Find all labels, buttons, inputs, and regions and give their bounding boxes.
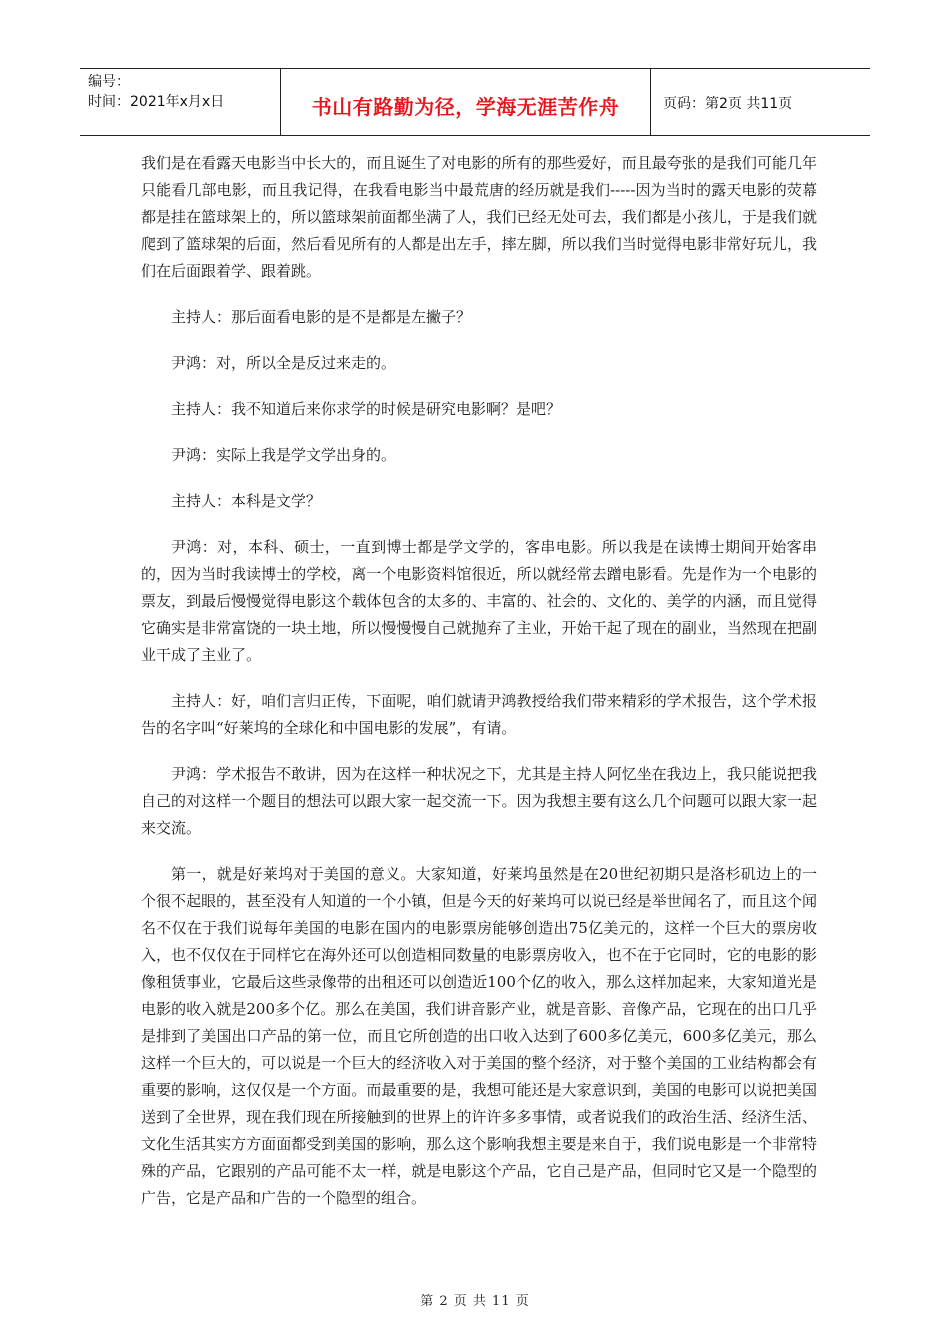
paragraph: 尹鸿：对，本科、硕士，一直到博士都是学文学的，客串电影。所以我是在读博士期间开始客串的，因为当时我读博士的学校，离一个电影资料馆很近，所以就经常去蹭电影看。先是作为一个电影的票友，到最后慢慢觉得电影这个载体包含的太多的、丰富的、社会的、文化的、美学的内涵，而且觉得它确实是非常富饶的一块土地，所以慢慢慢自己就抛弃了主业，开始干起了现在的副业，当然现在把副业干成了主业了。 [141, 538, 817, 664]
paragraph: 第一，就是好莱坞对于美国的意义。大家知道，好莱坞虽然是在20世纪初期只是洛杉矶边上的一个很不起眼的，甚至没有人知道的一个小镇，但是今天的好莱坞可以说已经是举世闻名了，而且这个闻名不仅在于我们说每年美国的电影在国内的电影票房能够创造出75亿美元的，这样一个巨大的票房收入，也不仅仅在于同样它在海外还可以创造相同数量的电影票房收入，也不在于它同时，它的电影的影像租赁事业，它最后这些录像带的出租还可以创造近100个亿的收入，那么这样加起来，大家知道光是电影的收入就是200多个亿。那么在美国，我们讲音影产业，就是音影、音像产品，它现在的出口几乎是排到了美国出口产品的第一位，而且它所创造的出口收入达到了600多亿美元，600多亿美元，那么这样一个巨大的，可以说是一个巨大的经济收入对于美国的整个经济，对于整个美国的工业结构都会有重要的影响，这仅仅是一个方面。而最重要的是，我想可能还是大家意识到，美国的电影可以说把美国送到了全世界，现在我们现在所接触到的世界上的许许多多事情，或者说我们的政治生活、经济生活、文化生活其实方方面面都受到美国的影响，那么这个影响我想主要是来自于，我们说电影是一个非常特殊的产品，它跟别的产品可能不太一样，就是电影这个产品，它自己是产品，但同时它又是一个隐型的广告，它是产品和广告的一个隐型的组合。 [141, 865, 817, 1207]
paragraph: 主持人：我不知道后来你求学的时候是研究电影啊？是吧？ [171, 400, 562, 418]
header-meta [80, 69, 281, 135]
paragraph: 主持人：好，咱们言归正传，下面呢，咱们就请尹鸿教授给我们带来精彩的学术报告，这个学术报告的名字叫“好莱坞的全球化和中国电影的发展”，有请。 [141, 692, 817, 737]
paragraph: 尹鸿：对，所以全是反过来走的。 [171, 354, 397, 372]
paragraph: 主持人：那后面看电影的是不是都是左撇子？ [171, 308, 472, 326]
document-body [141, 150, 817, 1231]
paragraph: 尹鸿：实际上我是学文学出身的。 [171, 446, 397, 464]
paragraph: 我们是在看露天电影当中长大的，而且诞生了对电影的所有的那些爱好，而且最夸张的是我们可能几年只能看几部电影，而且我记得，在我看电影当中最荒唐的经历就是我们-----因为当时的露天电影的荧幕都是挂在篮球架上的，所以篮球架前面都坐满了人，我们已经无处可去，我们都是小孩儿，于是我们就爬到了篮球架的后面，然后看见所有的人都是出左手，摔左脚，所以我们当时觉得电影非常好玩儿，我们在后面跟着学、跟着跳。 [141, 154, 817, 280]
date-label: 时间：2021年x月x日 [88, 94, 225, 110]
paragraph: 主持人：本科是文学？ [171, 492, 322, 510]
paragraph: 尹鸿：学术报告不敢讲，因为在这样一种状况之下，尤其是主持人阿忆坐在我边上，我只能说把我自己的对这样一个题目的想法可以跟大家一起交流一下。因为我想主要有这么几个问题可以跟大家一起来交流。 [141, 765, 817, 837]
page-footer: 第 2 页 共 11 页 [420, 1294, 530, 1309]
header-page-info: 页码：第2页 共11页 [663, 96, 793, 112]
header-motto: 书山有路勤为径，学海无涯苦作舟 [281, 69, 651, 135]
serial-number-label: 编号： [88, 74, 130, 90]
page-header [80, 68, 870, 136]
